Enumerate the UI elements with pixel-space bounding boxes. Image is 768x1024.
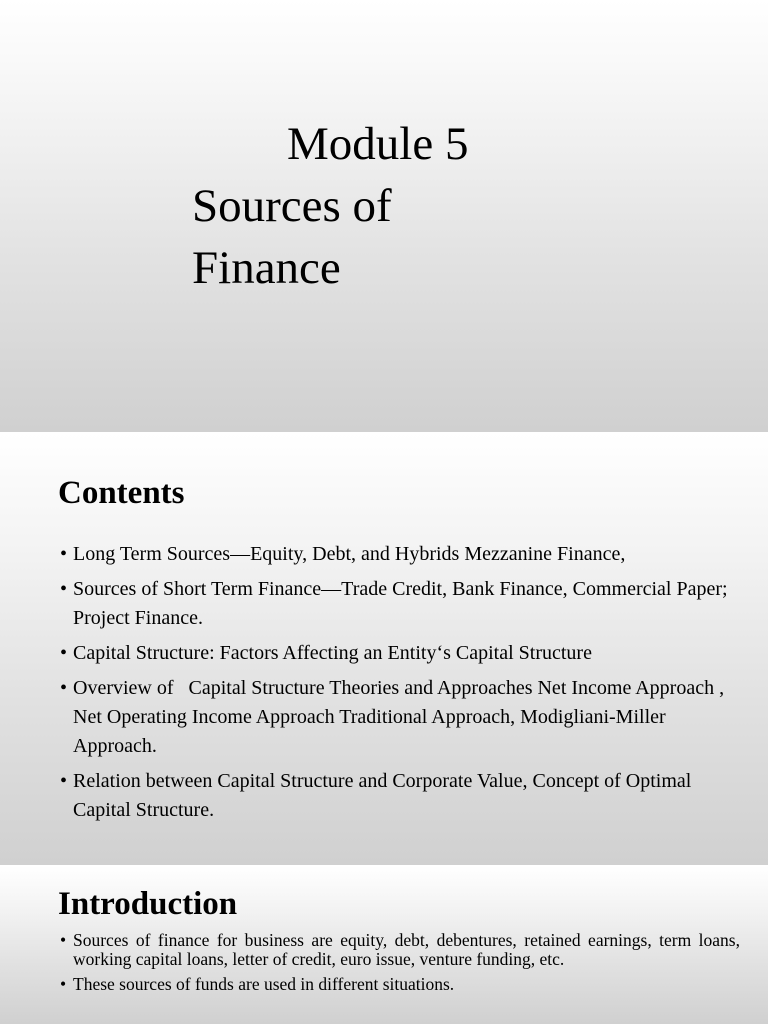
slide-title [0,0,768,432]
bullet-icon: • [60,770,68,792]
introduction-heading: Introduction [58,886,238,922]
contents-heading: Contents [58,475,185,511]
bullet-icon: • [60,642,68,664]
list-item [60,639,740,668]
module-subtitle-line1: Sources of [192,180,392,232]
slide-contents [0,433,768,865]
list-item [60,575,740,633]
bullet-icon: • [60,974,67,994]
introduction-list [60,931,740,1000]
list-item-text: Sources of finance for business are equity, debt, debentures, retained earnings, term loans, working capital loans, letter of credit, euro issue, venture funding, etc. [73,930,740,969]
list-item-text: Relation between Capital Structure and Corporate Value, Concept of Optimal Capital Structure. [73,770,692,821]
list-item-text: Capital Structure: Factors Affecting an Entity‘s Capital Structure [73,642,592,664]
module-subtitle-line2: Finance [192,242,341,294]
list-item-text: Long Term Sources—Equity, Debt, and Hybrids Mezzanine Finance, [73,543,626,565]
bullet-icon: • [60,578,68,600]
list-item-text: Sources of Short Term Finance—Trade Credit, Bank Finance, Commercial Paper; Project Finance. [73,578,728,629]
list-item [60,975,740,994]
list-item [60,767,740,825]
list-item [60,540,740,569]
bullet-icon: • [60,930,67,950]
slide-introduction [0,866,768,1024]
contents-list [60,540,740,831]
bullet-icon: • [60,677,68,699]
list-item [60,931,740,969]
module-title: Module 5 [287,118,469,170]
list-item-text: These sources of funds are used in different situations. [73,974,455,994]
list-item-text: Overview of Capital Structure Theories and Approaches Net Income Approach , Net Operating Income Approach Traditional Approach, Modigliani-Miller Approach. [73,677,730,757]
bullet-icon: • [60,543,68,565]
list-item [60,674,740,761]
